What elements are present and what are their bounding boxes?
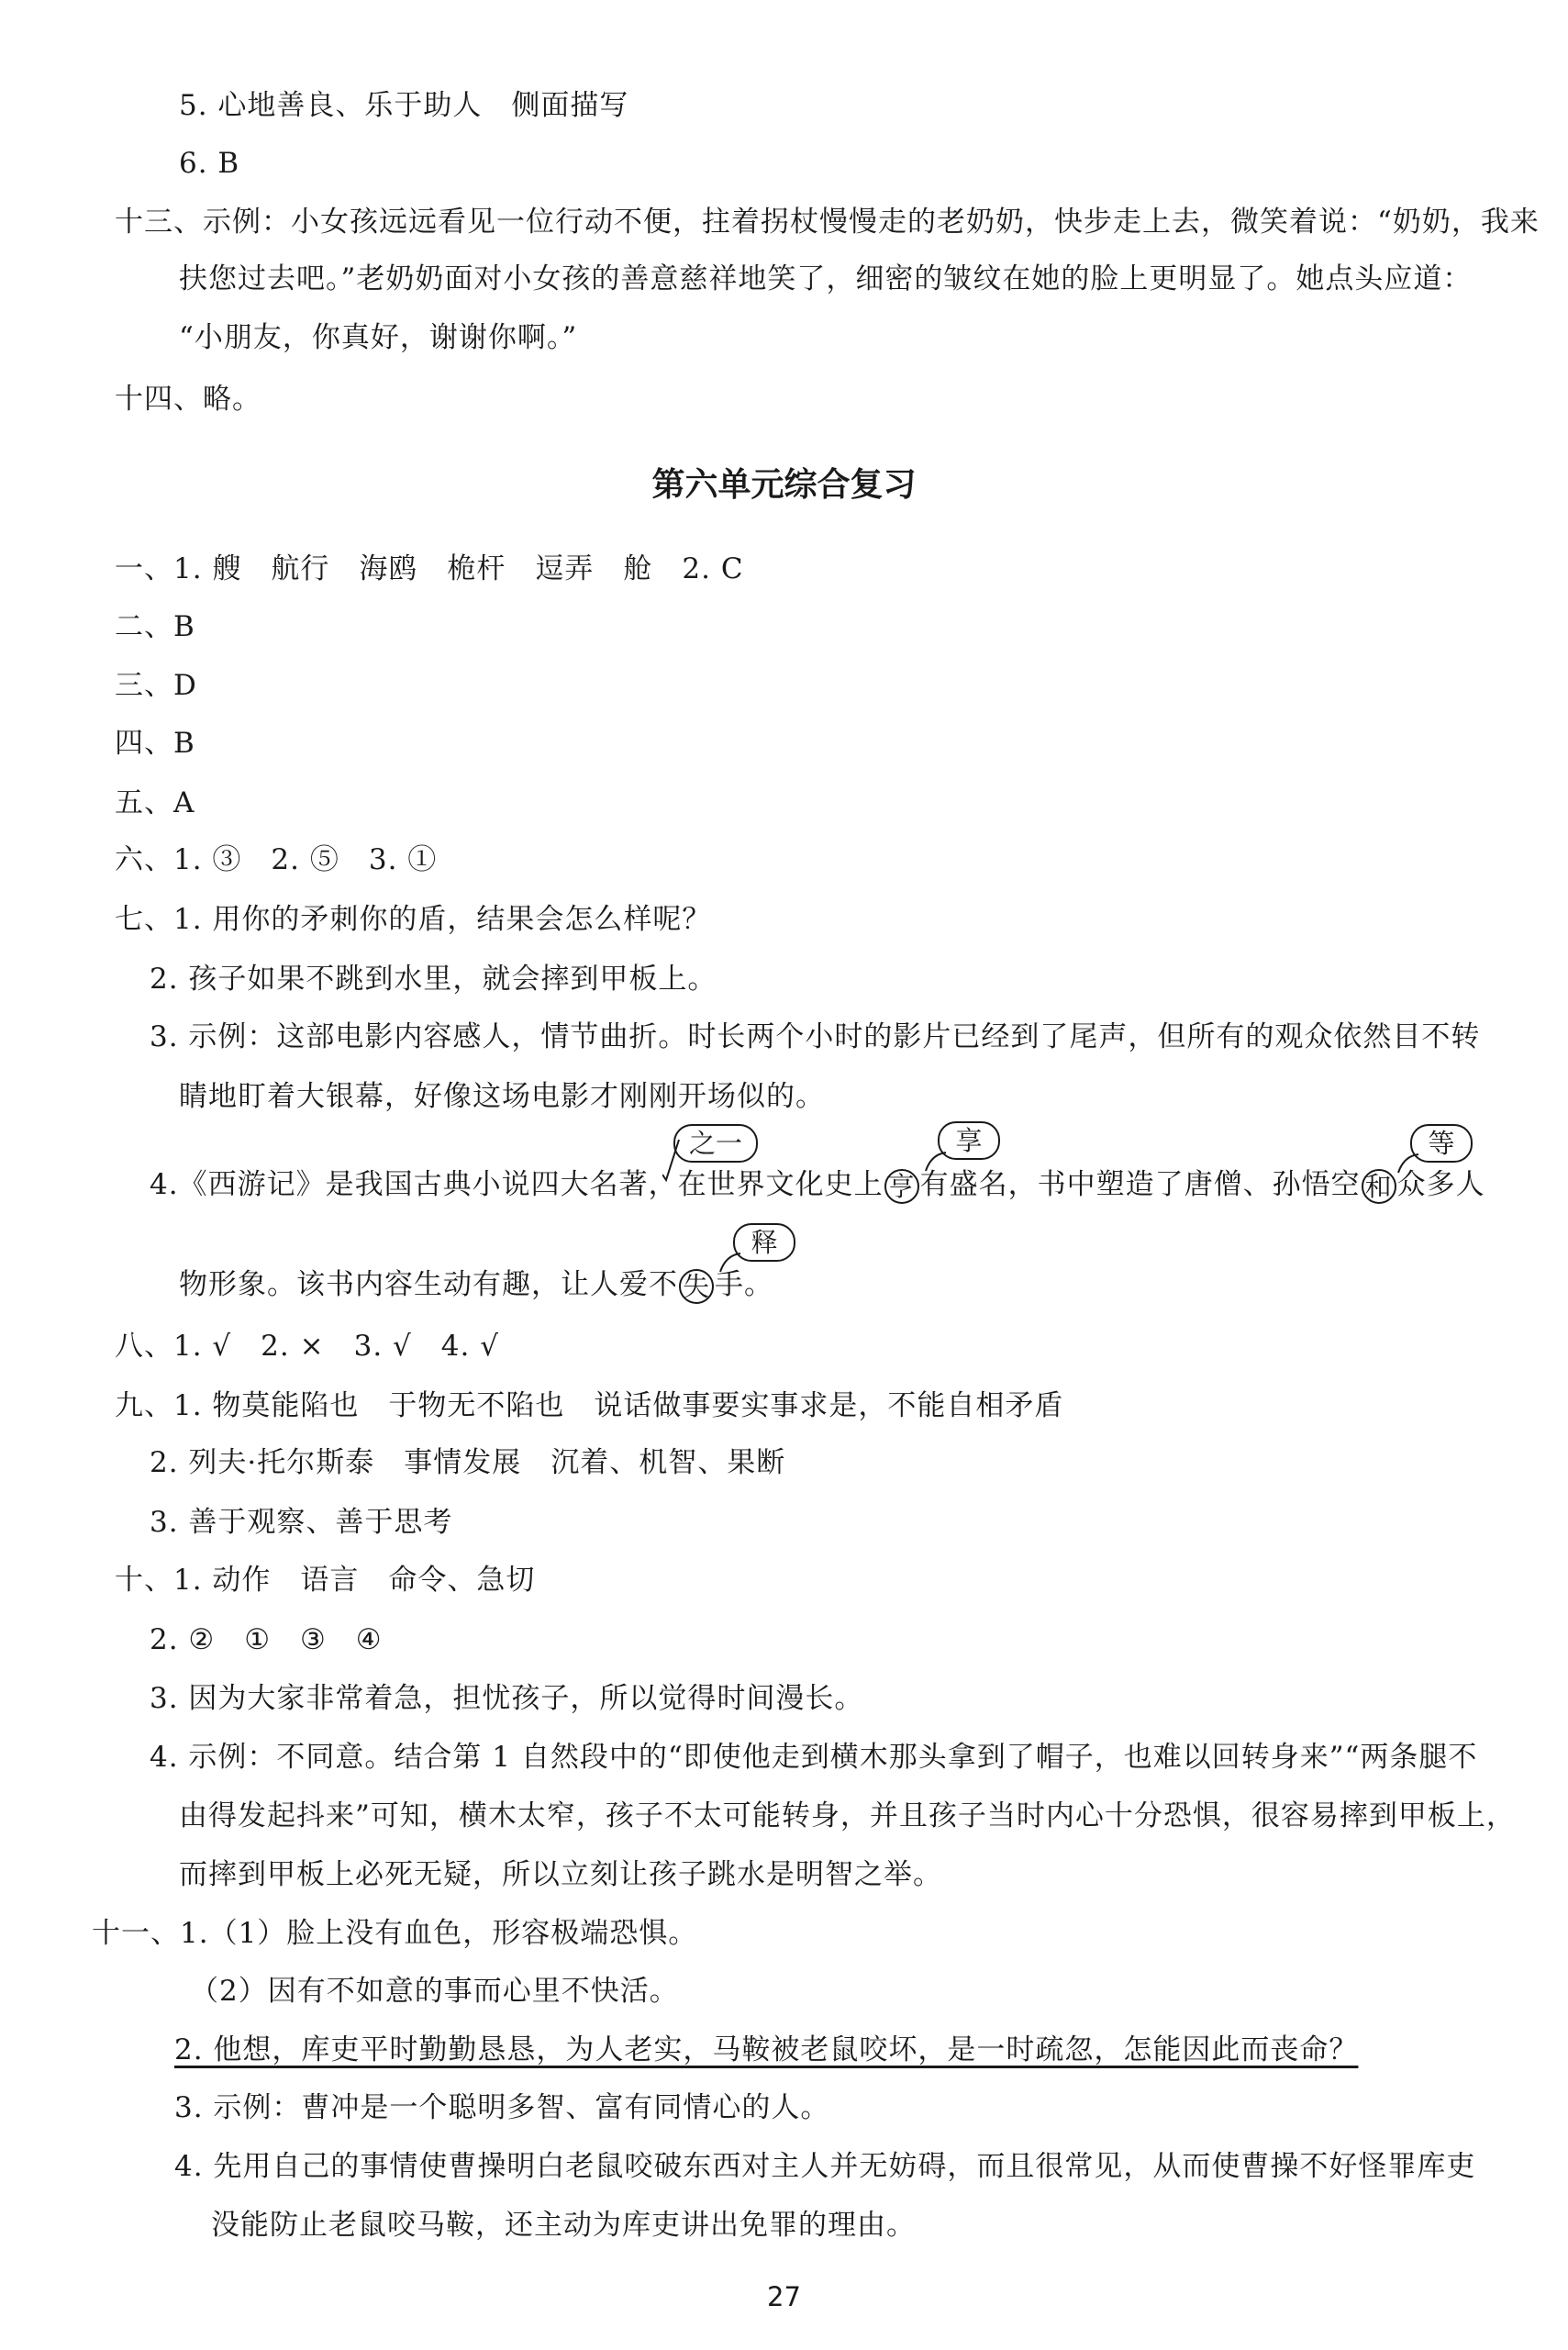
circled-error: 亨 <box>884 1169 919 1204</box>
sentence-part: 手。 <box>715 1268 773 1301</box>
answer-line: 6. B <box>179 147 240 180</box>
answer-line: 没能防止老鼠咬马鞍，还主动为库吏讲出免罪的理由。 <box>211 2209 916 2242</box>
answer-line: 六、1. ③ 2. ⑤ 3. ① <box>115 843 438 876</box>
answer-line: 4. 示例：不同意。结合第 1 自然段中的“即使他走到横木那头拿到了帽子，也难以回转身来”“两条腿不 <box>150 1741 1478 1774</box>
answer-line: 九、1. 物莫能陷也 于物无不陷也 说话做事要实事求是，不能自相矛盾 <box>115 1389 1064 1422</box>
answer-line: “小朋友，你真好，谢谢你啊。” <box>179 321 578 354</box>
circled-error: 和 <box>1362 1169 1396 1204</box>
answer-line: 2. 孩子如果不跳到水里，就会摔到甲板上。 <box>150 963 717 996</box>
answer-line: 由得发起抖来”可知，横木太窄，孩子不太可能转身，并且孩子当时内心十分恐惧，很容易摔到甲板上， <box>179 1799 1516 1832</box>
answer-line: （2）因有不如意的事而心里不快活。 <box>190 1975 679 2008</box>
answer-line: 十三、示例：小女孩远远看见一位行动不便，拄着拐杖慢慢走的老奶奶，快步走上去，微笑着说：“奶奶，我来 <box>115 206 1540 239</box>
answer-line: 四、B <box>115 727 195 760</box>
answer-line: 二、B <box>115 610 195 643</box>
sentence-part: 有盛名，书中塑造了唐僧、孙悟空 <box>919 1168 1361 1201</box>
correction-line-1 <box>150 1166 1485 1204</box>
sentence-part: 物形象。该书内容生动有趣，让人爱不 <box>179 1268 678 1301</box>
answer-line: 三、D <box>115 669 197 702</box>
sentence-part: 4.《西游记》是我国古典小说四大名著 <box>150 1168 649 1201</box>
answer-line: 3. 因为大家非常着急，担忧孩子，所以觉得时间漫长。 <box>150 1682 864 1715</box>
answer-line: 五、A <box>115 786 195 819</box>
answer-line: 2. ② ① ③ ④ <box>150 1623 383 1656</box>
answer-line: 八、1. √ 2. × 3. √ 4. √ <box>115 1330 499 1363</box>
answer-line: 3. 善于观察、善于思考 <box>150 1506 453 1539</box>
sentence-part: 众多人 <box>1396 1168 1485 1201</box>
sentence-part: ，在世界文化史上 <box>648 1168 884 1201</box>
answer-line: 3. 示例：曹冲是一个聪明多智、富有同情心的人。 <box>174 2091 830 2124</box>
answer-line: 5. 心地善良、乐于助人 侧面描写 <box>179 89 629 122</box>
insert-bubble: 之一 <box>673 1124 758 1163</box>
answer-line: 七、1. 用你的矛刺你的盾，结果会怎么样呢？ <box>115 903 712 936</box>
answer-line: 4. 先用自己的事情使曹操明白老鼠咬破东西对主人并无妨碍，而且很常见，从而使曹操不好怪罪库吏 <box>174 2150 1476 2183</box>
circled-error: 失 <box>679 1269 714 1304</box>
answer-line: 2. 列夫·托尔斯泰 事情发展 沉着、机智、果断 <box>150 1446 786 1479</box>
answer-line: 十一、1.（1）脸上没有血色，形容极端恐惧。 <box>92 1917 698 1950</box>
answer-line: 睛地盯着大银幕，好像这场电影才刚刚开场似的。 <box>179 1080 825 1113</box>
answer-line: 扶您过去吧。”老奶奶面对小女孩的善意慈祥地笑了，细密的皱纹在她的脸上更明显了。她点头应道： <box>179 262 1473 295</box>
underlined-answer-line: 2. 他想，库吏平时勤勤恳恳，为人老实，马鞍被老鼠咬坏，是一时疏忽，怎能因此而丧命？ <box>174 2033 1359 2066</box>
answer-line: 一、1. 艘 航行 海鸥 桅杆 逗弄 舱 2. C <box>115 552 744 585</box>
page-number: 27 <box>767 2281 801 2312</box>
answer-line: 而摔到甲板上必死无疑，所以立刻让孩子跳水是明智之举。 <box>179 1858 942 1891</box>
answer-line: 十四、略。 <box>115 383 261 416</box>
fix-bubble: 享 <box>938 1121 1000 1160</box>
fix-bubble: 等 <box>1410 1124 1473 1163</box>
answer-line: 3. 示例：这部电影内容感人，情节曲折。时长两个小时的影片已经到了尾声，但所有的观众依然目不转 <box>150 1020 1481 1053</box>
correction-line-2 <box>179 1266 773 1304</box>
fix-bubble: 释 <box>733 1223 795 1262</box>
section-title: 第六单元综合复习 <box>651 466 917 504</box>
answer-line: 十、1. 动作 语言 命令、急切 <box>115 1564 536 1597</box>
